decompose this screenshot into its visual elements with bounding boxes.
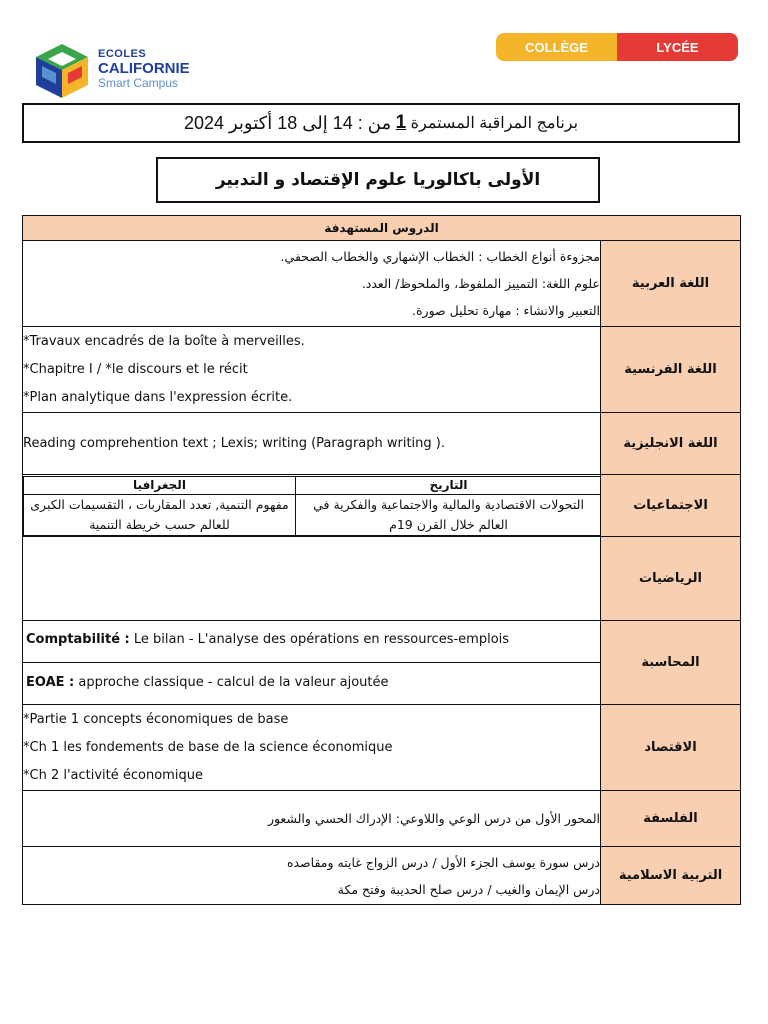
islamic-lessons [23,847,601,905]
subject-french: اللغة الفرنسية [601,327,741,413]
program-title [22,103,740,143]
subject-english: اللغة الانجليزية [601,413,741,475]
french-line-2: *Chapitre I / *le discours et le récit [23,361,248,377]
accounting-text: Le bilan - L'analyse des opérations en ressources-emplois [129,632,510,647]
philosophy-line: المحور الأول من درس الوعي واللاوعي: الإدراك الحسي والشعور [267,811,600,826]
islamic-line-1: درس سورة يوسف الجزء الأول / درس الزواج غايته ومقاصده [286,854,600,870]
history-title: التاريخ [296,476,602,494]
arabic-line-2: علوم اللغة: التمييز الملفوظ، والملحوظ/ العدد. [361,276,600,291]
brand-line-2: CALIFORNIE [98,60,190,77]
brand-line-1: ECOLES [98,48,147,60]
subject-economy: الاقتصاد [601,705,741,791]
geography-text: مفهوم التنمية, تعدد المقاربات ، التقسيمات الكبرى للعالم حسب خريطة التنمية [24,494,296,535]
accounting-line-2 [23,663,600,704]
arabic-line-3: التعبير والانشاء : مهارة تحليل صورة. [412,303,600,318]
cube-logo-icon [30,40,94,100]
tab-college[interactable]: COLLÈGE [496,33,617,61]
economy-line-1: *Partie 1 concepts économiques de base [23,711,289,727]
philosophy-lessons [23,791,601,847]
subject-math: الرياضيات [601,537,741,621]
ecoles-californie-logo [30,40,210,100]
economy-line-3: *Ch 2 l'activité économique [23,767,203,783]
eoae-text: approche classique - calcul de la valeur ajoutée [74,675,389,690]
accounting-lessons [23,621,601,705]
subject-philosophy: الفلسفة [601,791,741,847]
subject-arabic: اللغة العربية [601,241,741,327]
arabic-lessons [23,241,601,327]
french-lessons [23,327,601,413]
class-title: الأولى باكالوريا علوم الإقتصاد و التدبير [156,157,600,203]
subject-accounting: المحاسبة [601,621,741,705]
social-lessons [23,475,601,537]
program-dates: من : 14 إلى 18 أكتوبر 2024 [183,112,392,133]
program-prefix: برنامج المراقبة المستمرة [410,115,579,132]
history-text: التحولات الاقتصادية والمالية والاجتماعية والفكرية في العالم خلال القرن 19م [296,494,602,535]
tab-lycee[interactable]: LYCÉE [617,33,738,61]
eoae-label: EOAE : [26,675,75,690]
accounting-line-1 [23,621,600,663]
economy-line-2: *Ch 1 les fondements de base de la science économique [23,739,393,755]
table-header: الدروس المستهدفة [23,216,741,241]
subject-social: الاجتماعيات [601,475,741,537]
english-lessons [23,413,601,475]
level-tabs [496,33,738,61]
subject-islamic: التربية الاسلامية [601,847,741,905]
lessons-table [22,215,741,905]
math-lessons [23,537,601,621]
accounting-label: Comptabilité : [26,632,130,647]
arabic-line-1: مجزوءة أنواع الخطاب : الخطاب الإشهاري والخطاب الصحفي. [280,249,600,264]
program-number: 1 [395,112,407,133]
geography-title: الجغرافيا [24,476,296,494]
islamic-line-2: درس الإيمان والغيب / درس صلح الحديبة وفتح مكة [337,881,600,897]
social-split [23,476,602,536]
french-line-1: *Travaux encadrés de la boîte à merveilles. [23,333,305,349]
french-line-3: *Plan analytique dans l'expression écrite. [23,389,293,405]
brand-line-3: Smart Campus [98,76,179,90]
english-line: Reading comprehention text ; Lexis; writing (Paragraph writing ). [23,435,445,451]
brand-name [98,49,190,89]
economy-lessons [23,705,601,791]
